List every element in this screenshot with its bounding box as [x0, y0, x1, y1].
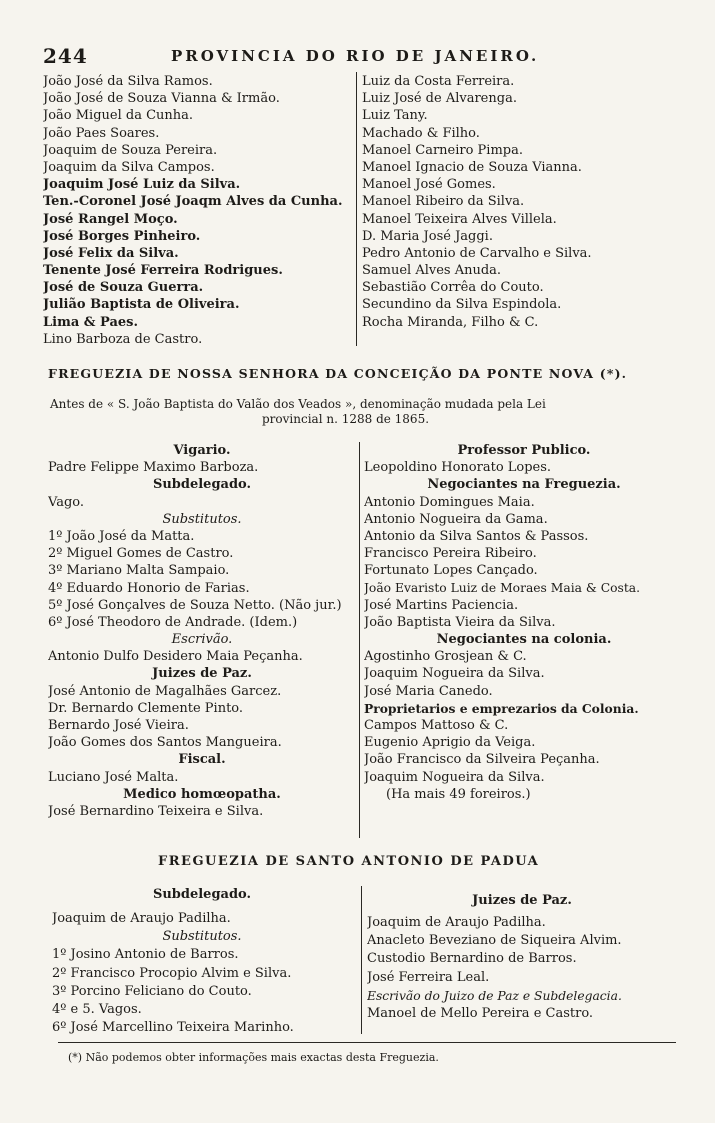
list-item: Antonio Domingues Maia.	[364, 494, 535, 510]
footnote: (*) Não podemos obter informações mais exactas desta Freguezia.	[68, 1051, 439, 1064]
list-item: Machado & Filho.	[362, 125, 480, 141]
subdelegado-name: Joaquim de Araujo Padilha.	[52, 911, 231, 926]
list-item: Bernardo José Vieira.	[48, 718, 189, 733]
escrivao-name: Manoel de Mello Pereira e Castro.	[367, 1005, 594, 1021]
heading-medico: Medico homœopatha.	[123, 786, 281, 802]
list-item: Manoel Teixeira Alves Villela.	[362, 211, 557, 227]
heading-substitutos: Substitutos.	[162, 929, 242, 945]
heading-negociantes-colonia: Negociantes na colonia.	[436, 632, 612, 648]
list-item: 4º e 5. Vagos.	[52, 1001, 142, 1017]
list-item: Lino Barboza de Castro.	[43, 331, 203, 347]
list-item: Manoel Carneiro Pimpa.	[362, 142, 523, 158]
list-item: João Miguel da Cunha.	[43, 108, 194, 124]
list-item: Joaquim Nogueira da Silva.	[364, 769, 545, 785]
list-item: Pedro Antonio de Carvalho e Silva.	[362, 245, 592, 261]
section-title-padua: FREGUEZIA DE SANTO ANTONIO DE PADUA	[158, 854, 540, 869]
list-item: Campos Mattoso & C.	[364, 718, 509, 733]
list-item: José Rangel Moço.	[43, 211, 178, 227]
list-item: 2º Francisco Procopio Alvim e Silva.	[52, 965, 292, 981]
escrivao-name: Antonio Dulfo Desidero Maia Peçanha.	[48, 649, 303, 665]
fiscal-name: Luciano José Malta.	[48, 769, 179, 785]
list-item: Lima & Paes.	[43, 314, 139, 330]
list-item: Antonio da Silva Santos & Passos.	[364, 528, 589, 544]
list-item: José Maria Canedo.	[364, 683, 493, 699]
list-item: Manoel José Gomes.	[362, 177, 496, 193]
heading-substitutos: Substitutos.	[162, 511, 242, 527]
list-item: Sebastião Corrêa do Couto.	[362, 280, 544, 296]
list-item: Fortunato Lopes Cançado.	[364, 563, 538, 579]
list-item: José Ferreira Leal.	[367, 969, 490, 985]
vigario-name: Padre Felippe Maximo Barboza.	[48, 460, 259, 476]
section-note-line1: Antes de « S. João Baptista do Valão dos Veados », denominação mudada pela Lei	[50, 397, 546, 411]
heading-escrivao: Escrivão.	[171, 632, 233, 648]
ponte-nova-left	[48, 442, 356, 820]
list-item: José Antonio de Magalhães Garcez.	[48, 683, 282, 699]
list-item: 6º José Theodoro de Andrade. (Idem.)	[48, 614, 298, 630]
footnote-rule	[58, 1042, 676, 1043]
list-item: José Martins Paciencia.	[364, 597, 519, 613]
list-item: Luiz Tany.	[362, 108, 428, 124]
list-item: Luiz da Costa Ferreira.	[362, 74, 515, 89]
list-item: João Paes Soares.	[43, 125, 160, 141]
list-item: João Francisco da Silveira Peçanha.	[364, 752, 600, 768]
list-item: Luiz José de Alvarenga.	[362, 91, 517, 107]
list-item: João José de Souza Vianna & Irmão.	[43, 91, 280, 107]
list-item: João Evaristo Luiz de Moraes Maia & Costa.	[364, 580, 641, 595]
list-item: Joaquim da Silva Campos.	[43, 159, 215, 175]
page-number: 244	[43, 44, 88, 68]
medico-name: José Bernardino Teixeira e Silva.	[48, 803, 264, 819]
heading-juizes: Juizes de Paz.	[152, 666, 252, 682]
list-item: Joaquim de Souza Pereira.	[43, 142, 218, 158]
list-item: 3º Porcino Feliciano do Couto.	[52, 983, 252, 999]
list-item: 1º Josino Antonio de Barros.	[52, 947, 239, 963]
list-item: 1º João José da Matta.	[48, 528, 195, 544]
list-item: Antonio Nogueira da Gama.	[364, 511, 548, 527]
list-item: José Borges Pinheiro.	[43, 228, 201, 244]
list-item: 4º Eduardo Honorio de Farias.	[48, 580, 250, 596]
list-item: Custodio Bernardino de Barros.	[367, 951, 577, 967]
list-item: 3º Mariano Malta Sampaio.	[48, 563, 230, 579]
list-item: Julião Baptista de Oliveira.	[43, 297, 240, 313]
list-item: Manoel Ignacio de Souza Vianna.	[362, 159, 582, 175]
list-item: Ten.-Coronel José Joaqm Alves da Cunha.	[43, 194, 343, 210]
list-item: João Baptista Vieira da Silva.	[364, 614, 556, 630]
list-item: Manoel Ribeiro da Silva.	[362, 194, 525, 210]
heading-fiscal: Fiscal.	[178, 752, 226, 768]
professor-name: Leopoldino Honorato Lopes.	[364, 460, 552, 476]
list-item: Secundino da Silva Espindola.	[362, 297, 562, 313]
list-item: Joaquim Nogueira da Silva.	[364, 666, 545, 682]
heading-professor: Professor Publico.	[457, 443, 591, 458]
list-item: João Gomes dos Santos Mangueira.	[48, 735, 282, 751]
top-list-left	[43, 73, 353, 348]
list-item: 2º Miguel Gomes de Castro.	[48, 546, 234, 562]
list-item: José de Souza Guerra.	[43, 280, 204, 296]
list-item: Samuel Alves Anuda.	[362, 263, 502, 279]
list-item: João José da Silva Ramos.	[43, 74, 213, 89]
column-divider	[361, 886, 362, 1034]
heading-subdelegado: Subdelegado.	[152, 477, 252, 493]
heading-negociantes-freguezia: Negociantes na Freguezia.	[427, 477, 621, 493]
list-item: Tenente José Ferreira Rodrigues.	[43, 263, 283, 279]
top-list-right	[362, 73, 672, 331]
page-header	[43, 44, 673, 66]
page-title: PROVINCIA DO RIO DE JANEIRO.	[171, 47, 540, 65]
subdelegado-name: Vago.	[48, 494, 84, 510]
list-item: Joaquim de Araujo Padilha.	[367, 915, 546, 930]
column-divider	[359, 442, 360, 838]
section-title-ponte-nova: FREGUEZIA DE NOSSA SENHORA DA CONCEIÇÃO DA PONTE NOVA (*).	[48, 366, 628, 381]
padua-right	[367, 892, 677, 1023]
column-divider	[356, 72, 357, 346]
list-item: Eugenio Aprigio da Veiga.	[364, 735, 536, 751]
list-item: 5º José Gonçalves de Souza Netto. (Não jur.)	[48, 597, 342, 613]
list-item: Agostinho Grosjean & C.	[364, 649, 527, 665]
heading-vigario: Vigario.	[173, 443, 231, 458]
list-item: D. Maria José Jaggi.	[362, 228, 493, 244]
padua-left	[52, 886, 352, 1037]
list-item: Anacleto Beveziano de Siqueira Alvim.	[367, 933, 622, 949]
list-item: Francisco Pereira Ribeiro.	[364, 546, 537, 562]
list-item: José Felix da Silva.	[43, 245, 179, 261]
list-item: (Ha mais 49 foreiros.)	[386, 786, 531, 802]
heading-juizes: Juizes de Paz.	[472, 893, 572, 908]
list-item: 6º José Marcellino Teixeira Marinho.	[52, 1020, 294, 1036]
heading-subdelegado: Subdelegado.	[152, 887, 252, 902]
ponte-nova-right	[364, 442, 684, 803]
list-item: Joaquim José Luiz da Silva.	[43, 177, 241, 193]
heading-escrivao: Escrivão do Juizo de Paz e Subdelegacia.	[367, 988, 622, 1003]
list-item: Rocha Miranda, Filho & C.	[362, 314, 539, 330]
section-note-line2: provincial n. 1288 de 1865.	[262, 412, 430, 426]
list-item: Dr. Bernardo Clemente Pinto.	[48, 700, 244, 716]
heading-proprietarios: Proprietarios e emprezarios da Colonia.	[364, 700, 639, 716]
